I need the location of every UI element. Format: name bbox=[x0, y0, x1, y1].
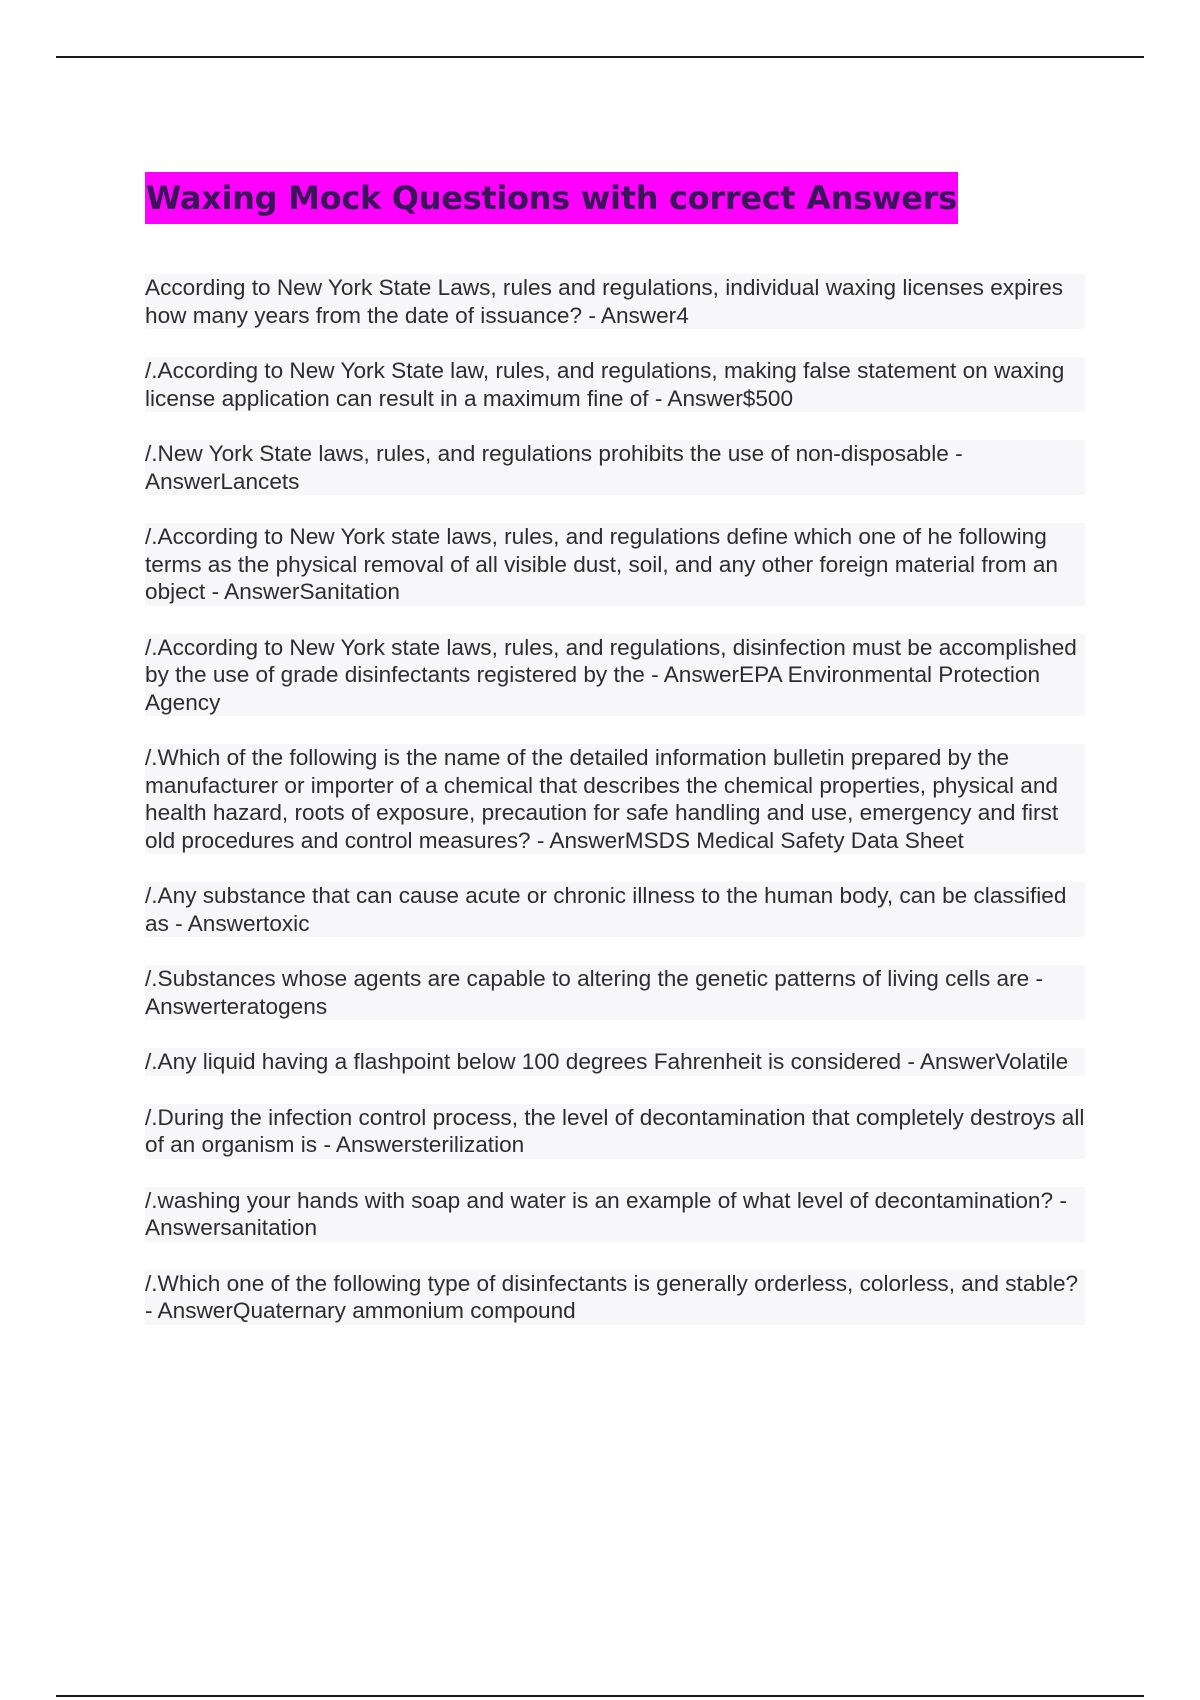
question-text: According to New York State Laws, rules and regulations, individual waxing licenses expires how many years from the date of issuance? - Answer bbox=[145, 275, 1064, 328]
question-text: /.According to New York state laws, rules, and regulations define which one of he following terms as the physical removal of all visible dust, soil, and any other foreign material from an object - Answer bbox=[145, 524, 1058, 604]
answer-text: sterilization bbox=[411, 1132, 525, 1157]
question-text: /.According to New York state laws, rules, and regulations, disinfection must be accomplished by the use of grade disinfectants registered by the - Answer bbox=[145, 634, 1077, 687]
question-text: /.Any substance that can cause acute or chronic illness to the human body, can be classified as - Answer bbox=[145, 883, 1067, 936]
answer-text: Quaternary ammonium compound bbox=[232, 1298, 576, 1323]
answer-text: sanitation bbox=[220, 1215, 318, 1240]
answer-text: teratogens bbox=[220, 993, 328, 1019]
question-text: /.Substances whose agents are capable to altering the genetic patterns of living cells are - Answer bbox=[145, 966, 1044, 1019]
footer-rule bbox=[56, 1695, 1144, 1697]
answer-text: MSDS Medical Safety Data Sheet bbox=[624, 827, 964, 853]
question-text: /.During the infection control process, the level of decontamination that completely destroys all of an organism is - Answer bbox=[145, 1104, 1085, 1157]
qa-item bbox=[145, 440, 1085, 495]
qa-item bbox=[145, 357, 1085, 412]
qa-item bbox=[145, 1104, 1085, 1159]
question-text: /.New York State laws, rules, and regulations prohibits the use of non-disposable - Answer bbox=[145, 441, 963, 494]
qa-list bbox=[145, 274, 1085, 1353]
question-text: /.Which one of the following type of disinfectants is generally orderless, colorless, and stable? - Answer bbox=[145, 1270, 1079, 1323]
question-text: /.According to New York State law, rules, and regulations, making false statement on waxing license application can result in a maximum fine of - Answer bbox=[145, 358, 1065, 411]
qa-item bbox=[145, 1187, 1085, 1242]
qa-item bbox=[145, 274, 1085, 329]
header-rule bbox=[56, 56, 1144, 58]
qa-item bbox=[145, 634, 1085, 717]
answer-text: Sanitation bbox=[299, 579, 400, 604]
qa-item bbox=[145, 1270, 1085, 1325]
answer-text: toxic bbox=[263, 910, 310, 936]
answer-text: Lancets bbox=[220, 468, 300, 494]
question-text: /.Any liquid having a flashpoint below 100 degrees Fahrenheit is considered - Answer bbox=[145, 1049, 996, 1074]
qa-item bbox=[145, 744, 1085, 854]
title-block bbox=[145, 172, 958, 224]
qa-item bbox=[145, 523, 1085, 606]
question-text: /.washing your hands with soap and water is an example of what level of decontamination? - Answer bbox=[145, 1187, 1067, 1240]
answer-text: $500 bbox=[742, 385, 794, 411]
qa-item bbox=[145, 882, 1085, 937]
question-text: /.Which of the following is the name of the detailed information bulletin prepared by the manufacturer or importer of a chemical that describes the chemical properties, physical and health hazard, roots of exposure, precaution for safe handling and use, emergency and first old procedures and control measures? - Answer bbox=[145, 745, 1059, 853]
answer-text: 4 bbox=[676, 302, 689, 328]
answer-text: EPA Environmental Protection Agency bbox=[145, 662, 1041, 715]
document-title: Waxing Mock Questions with correct Answers bbox=[145, 172, 958, 224]
qa-item bbox=[145, 965, 1085, 1020]
qa-item bbox=[145, 1048, 1085, 1076]
answer-text: Volatile bbox=[995, 1049, 1069, 1074]
